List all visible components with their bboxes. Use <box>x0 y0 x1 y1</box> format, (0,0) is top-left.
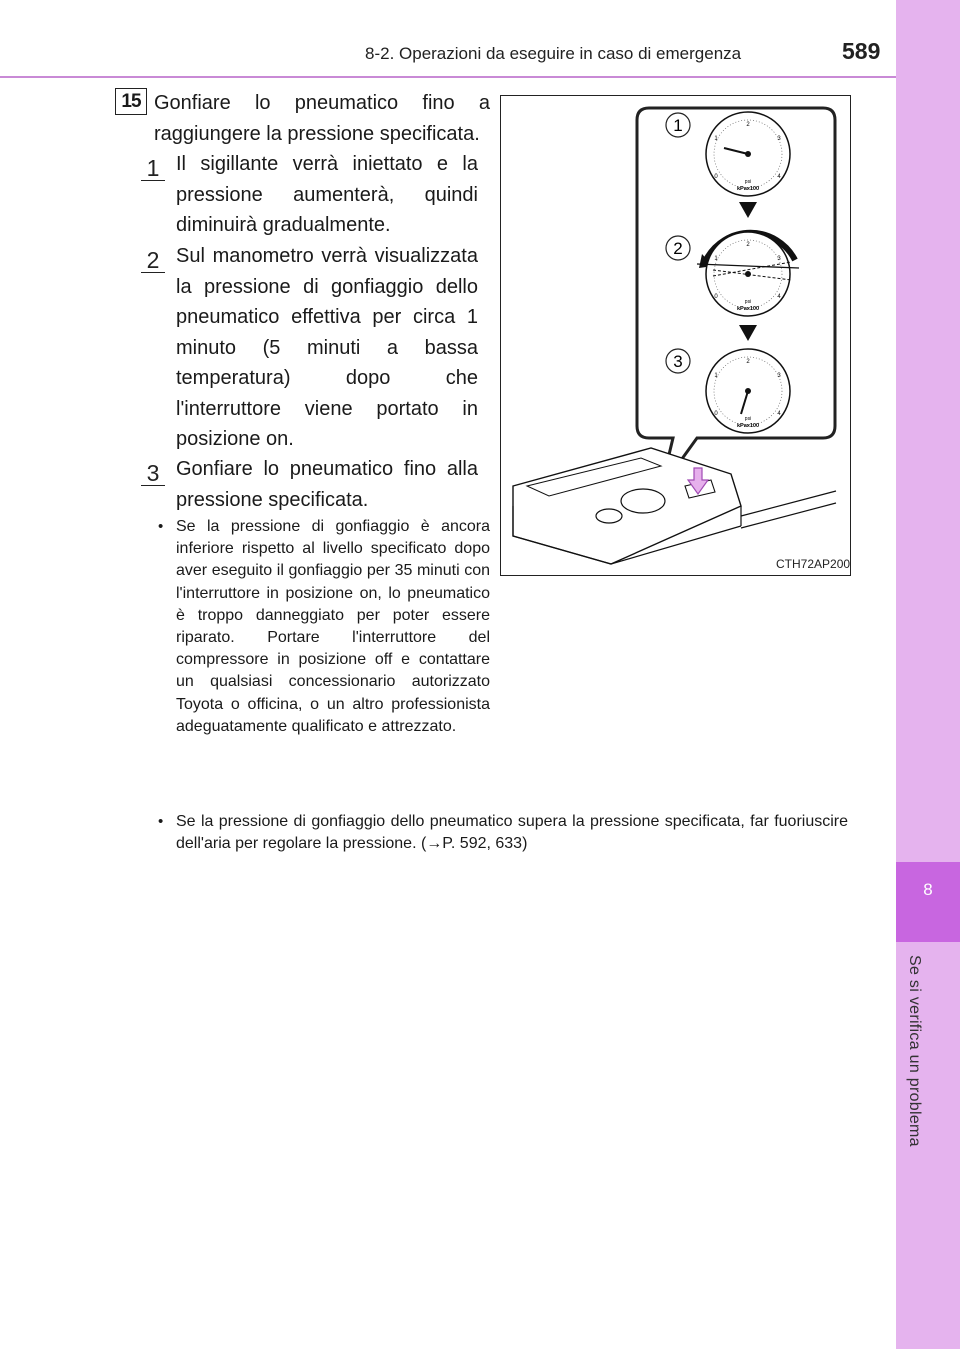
svg-text:3: 3 <box>777 136 781 142</box>
pressure-gauge <box>706 112 790 196</box>
bullet-marker: • <box>158 813 164 830</box>
svg-text:psi: psi <box>744 299 752 305</box>
chapter-label: Se si verifica un problema <box>906 955 923 1147</box>
callout-label: 3 <box>673 352 683 371</box>
svg-text:4: 4 <box>777 174 781 180</box>
compressor-gauge-illustration <box>500 95 851 576</box>
svg-text:0: 0 <box>714 411 718 417</box>
callout-label: 1 <box>673 116 683 135</box>
sub-step-number: 2 <box>141 248 165 273</box>
svg-text:1: 1 <box>714 373 718 379</box>
svg-text:2: 2 <box>746 359 750 365</box>
svg-text:1: 1 <box>714 256 718 262</box>
sub-step-number: 1 <box>141 156 165 181</box>
sub-step-text: Sul manometro verrà visualizzata la pressione di gonfiaggio dello pneumatico effettiva per circa 1 minuto (5 minuti a bassa temperatura) dopo che l'interruttore viene portato in posizione on. <box>176 245 478 450</box>
step-number-badge: 15 <box>115 88 147 115</box>
step-instruction: Gonfiare lo pneumatico fino a raggiungere la pressione specificata. <box>154 92 490 145</box>
header-divider <box>0 76 896 78</box>
bullet-note: Se la pressione di gonfiaggio è ancora inferiore rispetto al livello specificato dopo aver eseguito il gonfiaggio per 35 minuti con l'interruttore in posizione on, lo pneumatico è troppo danneggiato per poter essere riparato. Portare l'interruttore del compressore in posizione off e contattare un qualsiasi concessionario autorizzato Toyota o officina, o un altro professionista adeguatamente qualificato e attrezzato. <box>176 518 490 735</box>
chapter-number: 8 <box>923 880 933 899</box>
svg-text:0: 0 <box>714 174 718 180</box>
svg-text:2: 2 <box>746 242 750 248</box>
svg-text:kPax100: kPax100 <box>736 423 760 429</box>
running-header: 8-2. Operazioni da eseguire in caso di emergenza <box>365 44 742 63</box>
svg-text:3: 3 <box>777 256 781 262</box>
sub-step-text: Gonfiare lo pneumatico fino alla pressione specificata. <box>176 458 478 511</box>
svg-text:4: 4 <box>777 294 781 300</box>
callout-label: 2 <box>673 239 683 258</box>
svg-text:kPax100: kPax100 <box>736 306 760 312</box>
chapter-number-box <box>896 862 960 942</box>
bullet-note: Se la pressione di gonfiaggio dello pneumatico supera la pressione specificata, far fuoriuscire dell'aria per regolare la pressione. (→P. 592, 633) <box>176 813 848 853</box>
svg-text:psi: psi <box>744 179 752 185</box>
svg-text:4: 4 <box>777 411 781 417</box>
page-number: 589 <box>842 38 881 64</box>
sub-step-number: 3 <box>141 461 165 486</box>
svg-text:3: 3 <box>777 373 781 379</box>
svg-text:kPax100: kPax100 <box>736 186 760 192</box>
svg-text:2: 2 <box>746 122 750 128</box>
bullet-marker: • <box>158 518 164 535</box>
figure-code: CTH72AP200 <box>776 557 851 571</box>
svg-text:1: 1 <box>714 136 718 142</box>
pressure-gauge <box>706 349 790 433</box>
compressor-unit <box>513 448 836 564</box>
illustration-drawing <box>501 96 852 577</box>
svg-text:0: 0 <box>714 294 718 300</box>
svg-text:psi: psi <box>744 416 752 422</box>
sub-step-text: Il sigillante verrà iniettato e la pressione aumenterà, quindi diminuirà gradualmente. <box>176 153 478 236</box>
